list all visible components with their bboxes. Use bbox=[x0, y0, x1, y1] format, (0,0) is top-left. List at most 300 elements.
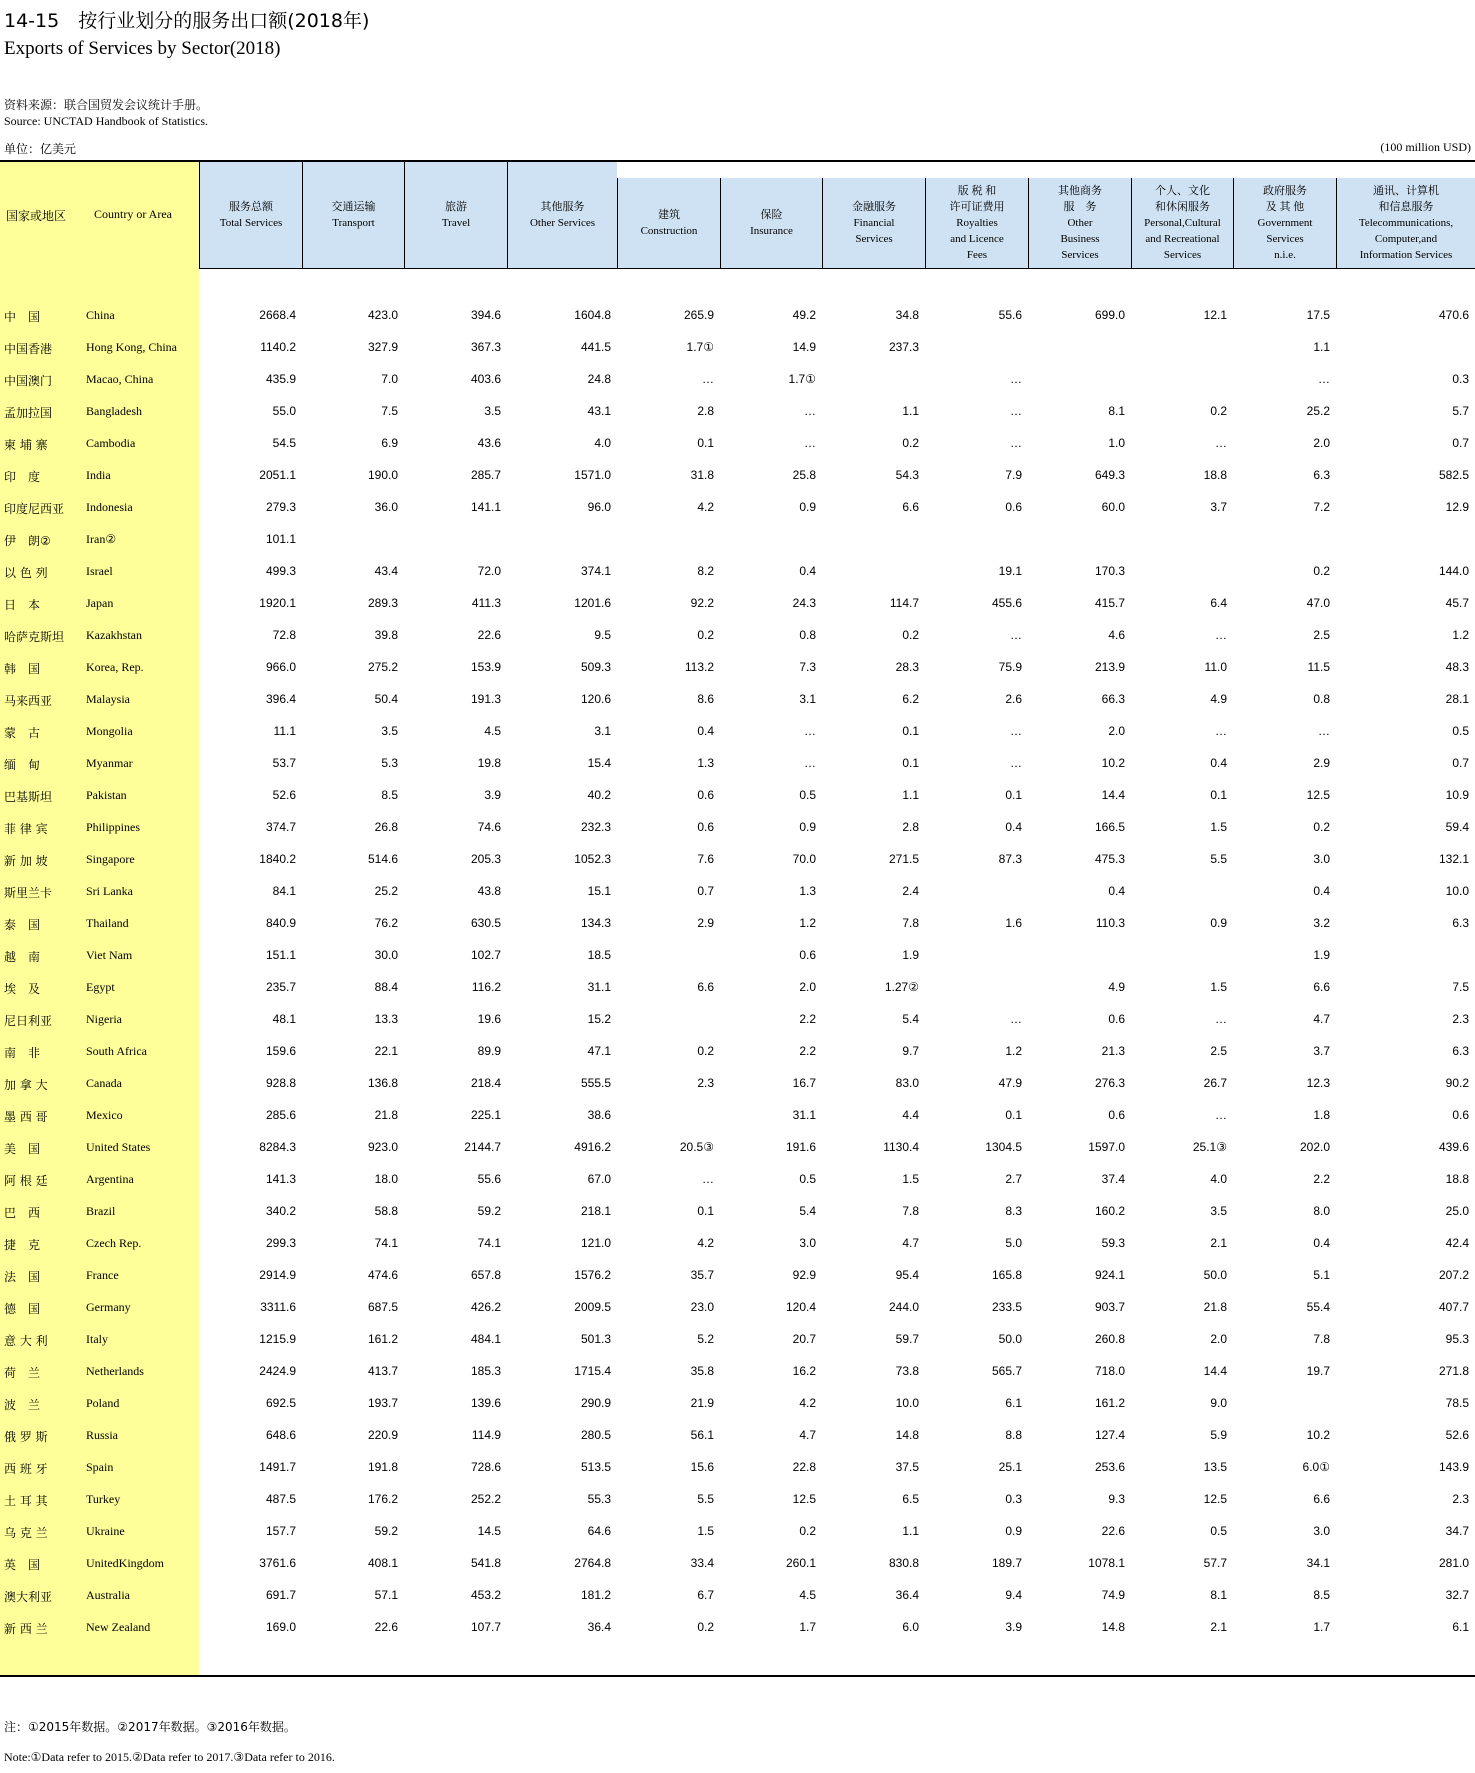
column-header-line: 版 税 和 bbox=[957, 185, 997, 197]
value-cell: 1.1 bbox=[1313, 340, 1330, 354]
value-cell: 132.1 bbox=[1438, 852, 1469, 866]
value-cell: 0.4 bbox=[1313, 884, 1330, 898]
value-cell: 59.7 bbox=[895, 1332, 919, 1346]
value-cell: 2914.9 bbox=[259, 1268, 296, 1282]
country-name-en: Hong Kong, China bbox=[86, 340, 177, 354]
value-cell: 728.6 bbox=[470, 1460, 501, 1474]
table-row bbox=[0, 786, 1475, 806]
value-cell: 161.2 bbox=[367, 1332, 398, 1346]
value-cell: … bbox=[702, 372, 714, 386]
column-header-line: 金融服务 bbox=[852, 201, 896, 213]
value-cell: 2.2 bbox=[799, 1012, 816, 1026]
value-cell: 4.0 bbox=[594, 436, 611, 450]
value-cell: 10.9 bbox=[1445, 788, 1469, 802]
value-cell: … bbox=[1215, 724, 1227, 738]
value-cell: 6.3 bbox=[1313, 468, 1330, 482]
country-name-en: Canada bbox=[86, 1076, 122, 1090]
value-cell: 5.0 bbox=[1005, 1236, 1022, 1250]
value-cell: 6.9 bbox=[381, 436, 398, 450]
value-cell: 160.2 bbox=[1094, 1204, 1125, 1218]
value-cell: 1052.3 bbox=[574, 852, 611, 866]
table-row bbox=[0, 1138, 1475, 1158]
header-column-divider bbox=[617, 178, 618, 268]
value-cell: 4.2 bbox=[697, 1236, 714, 1250]
country-name-en: Mexico bbox=[86, 1108, 123, 1122]
value-cell: 24.8 bbox=[587, 372, 611, 386]
value-cell: … bbox=[1215, 628, 1227, 642]
value-cell: 59.2 bbox=[374, 1524, 398, 1538]
value-cell: 374.7 bbox=[265, 820, 296, 834]
country-name-cn: 德 国 bbox=[4, 1302, 41, 1316]
value-cell: 18.5 bbox=[587, 948, 611, 962]
value-cell: 5.2 bbox=[697, 1332, 714, 1346]
unit-cn: 单位：亿美元 bbox=[4, 142, 77, 156]
column-header-line: 许可证费用 bbox=[949, 201, 1005, 213]
value-cell: 70.0 bbox=[792, 852, 816, 866]
column-header bbox=[721, 178, 822, 268]
value-cell: 6.1 bbox=[1005, 1396, 1022, 1410]
value-cell: 33.4 bbox=[690, 1556, 714, 1570]
country-name-cn: 巴 西 bbox=[4, 1206, 41, 1220]
value-cell: 0.4 bbox=[799, 564, 816, 578]
column-header-line: Other Services bbox=[529, 217, 596, 229]
country-name-en: Indonesia bbox=[86, 500, 133, 514]
table-row bbox=[0, 530, 1475, 550]
value-cell: 0.2 bbox=[902, 628, 919, 642]
value-cell: 435.9 bbox=[265, 372, 296, 386]
value-cell: 408.1 bbox=[367, 1556, 398, 1570]
value-cell: 14.8 bbox=[1101, 1620, 1125, 1634]
value-cell: 455.6 bbox=[991, 596, 1022, 610]
country-name-en: Nigeria bbox=[86, 1012, 122, 1026]
value-cell: 3761.6 bbox=[259, 1556, 296, 1570]
country-name-en: Ukraine bbox=[86, 1524, 125, 1538]
value-cell: 21.9 bbox=[690, 1396, 714, 1410]
value-cell: 1201.6 bbox=[574, 596, 611, 610]
header-column-divider bbox=[1028, 178, 1029, 268]
value-cell: 102.7 bbox=[470, 948, 501, 962]
value-cell: 4.5 bbox=[484, 724, 501, 738]
value-cell: 0.6 bbox=[1005, 500, 1022, 514]
country-name-cn: 中国澳门 bbox=[4, 374, 53, 388]
value-cell: 8.1 bbox=[1108, 404, 1125, 418]
country-name-en: Iran② bbox=[86, 532, 117, 546]
header-column-divider bbox=[199, 162, 200, 268]
table-row bbox=[0, 562, 1475, 582]
table-row bbox=[0, 1618, 1475, 1638]
value-cell: 28.3 bbox=[895, 660, 919, 674]
header-column-divider bbox=[1233, 178, 1234, 268]
column-header bbox=[200, 162, 302, 268]
country-name-en: Netherlands bbox=[86, 1364, 144, 1378]
value-cell: 14.4 bbox=[1101, 788, 1125, 802]
value-cell: 34.7 bbox=[1445, 1524, 1469, 1538]
value-cell: 265.9 bbox=[683, 308, 714, 322]
table-row bbox=[0, 1394, 1475, 1414]
country-name-en: Germany bbox=[86, 1300, 131, 1314]
table-row bbox=[0, 754, 1475, 774]
value-cell: 96.0 bbox=[587, 500, 611, 514]
value-cell: 411.3 bbox=[471, 596, 501, 610]
value-cell: 14.5 bbox=[477, 1524, 501, 1538]
value-cell: 924.1 bbox=[1094, 1268, 1125, 1282]
value-cell: 35.7 bbox=[690, 1268, 714, 1282]
value-cell: 2.9 bbox=[1313, 756, 1330, 770]
column-header-line: 个人、文化 bbox=[1155, 185, 1210, 197]
value-cell: 6.6 bbox=[1313, 1492, 1330, 1506]
value-cell: 0.9 bbox=[799, 820, 816, 834]
value-cell: … bbox=[804, 724, 816, 738]
value-cell: 16.7 bbox=[792, 1076, 816, 1090]
table-row bbox=[0, 498, 1475, 518]
value-cell: 2.5 bbox=[1313, 628, 1330, 642]
value-cell: 114.7 bbox=[889, 596, 919, 610]
value-cell: 5.5 bbox=[1210, 852, 1227, 866]
country-name-en: Egypt bbox=[86, 980, 115, 994]
value-cell: 7.3 bbox=[799, 660, 816, 674]
table-row bbox=[0, 1522, 1475, 1542]
country-name-en: Viet Nam bbox=[86, 948, 133, 962]
value-cell: 8.3 bbox=[1005, 1204, 1022, 1218]
value-cell: 1576.2 bbox=[574, 1268, 611, 1282]
country-name-cn: 法 国 bbox=[4, 1270, 41, 1284]
value-cell: 0.9 bbox=[1210, 916, 1227, 930]
table-row bbox=[0, 722, 1475, 742]
value-cell: 218.1 bbox=[580, 1204, 611, 1218]
value-cell: 235.7 bbox=[265, 980, 296, 994]
value-cell: 3.5 bbox=[484, 404, 501, 418]
value-cell: 413.7 bbox=[367, 1364, 398, 1378]
value-cell: 501.3 bbox=[580, 1332, 611, 1346]
value-cell: 67.0 bbox=[587, 1172, 611, 1186]
column-header-line: Financial bbox=[853, 217, 895, 229]
value-cell: 12.1 bbox=[1203, 308, 1227, 322]
value-cell: 32.7 bbox=[1445, 1588, 1469, 1602]
value-cell: 34.8 bbox=[895, 308, 919, 322]
value-cell: 2.6 bbox=[1005, 692, 1022, 706]
value-cell: 5.3 bbox=[381, 756, 398, 770]
table-row bbox=[0, 1586, 1475, 1606]
value-cell: 26.7 bbox=[1203, 1076, 1227, 1090]
table-row bbox=[0, 1106, 1475, 1126]
value-cell: 966.0 bbox=[265, 660, 296, 674]
country-name-en: Philippines bbox=[86, 820, 141, 834]
value-cell: 9.3 bbox=[1108, 1492, 1125, 1506]
value-cell: 0.4 bbox=[1210, 756, 1227, 770]
value-cell: 0.1 bbox=[1005, 788, 1022, 802]
value-cell: 26.8 bbox=[374, 820, 398, 834]
column-header-line: Services bbox=[1163, 249, 1202, 261]
table-row bbox=[0, 946, 1475, 966]
value-cell: 143.9 bbox=[1438, 1460, 1469, 1474]
value-cell: 6.3 bbox=[1452, 916, 1469, 930]
table-row bbox=[0, 1170, 1475, 1190]
country-name-en: Sri Lanka bbox=[86, 884, 133, 898]
value-cell: … bbox=[702, 1172, 714, 1186]
value-cell: 25.1③ bbox=[1192, 1140, 1227, 1154]
value-cell: 1.7 bbox=[799, 1620, 816, 1634]
value-cell: 107.7 bbox=[470, 1620, 501, 1634]
value-cell: 1.5 bbox=[1210, 980, 1227, 994]
value-cell: 19.8 bbox=[477, 756, 501, 770]
country-name-en: Brazil bbox=[86, 1204, 116, 1218]
value-cell: 15.4 bbox=[587, 756, 611, 770]
value-cell: 699.0 bbox=[1094, 308, 1125, 322]
value-cell: 170.3 bbox=[1094, 564, 1125, 578]
value-cell: 120.6 bbox=[580, 692, 611, 706]
value-cell: 191.6 bbox=[785, 1140, 816, 1154]
value-cell: 453.2 bbox=[470, 1588, 501, 1602]
value-cell: 60.0 bbox=[1101, 500, 1125, 514]
country-name-en: Italy bbox=[86, 1332, 108, 1346]
country-name-cn: 越 南 bbox=[4, 950, 41, 964]
value-cell: 1715.4 bbox=[574, 1364, 611, 1378]
header-column-divider bbox=[822, 178, 823, 268]
value-cell: 0.4 bbox=[1005, 820, 1022, 834]
value-cell: 14.4 bbox=[1203, 1364, 1227, 1378]
value-cell: 1604.8 bbox=[574, 308, 611, 322]
value-cell: 19.7 bbox=[1306, 1364, 1330, 1378]
value-cell: 76.2 bbox=[374, 916, 398, 930]
value-cell: 35.8 bbox=[690, 1364, 714, 1378]
value-cell: 0.1 bbox=[902, 724, 919, 738]
value-cell: 193.7 bbox=[367, 1396, 398, 1410]
value-cell: 157.7 bbox=[265, 1524, 296, 1538]
value-cell: 4.2 bbox=[799, 1396, 816, 1410]
value-cell: 509.3 bbox=[580, 660, 611, 674]
value-cell: 159.6 bbox=[265, 1044, 296, 1058]
value-cell: 73.8 bbox=[895, 1364, 919, 1378]
value-cell: 25.2 bbox=[1306, 404, 1330, 418]
country-name-cn: 新 加 坡 bbox=[4, 854, 48, 868]
value-cell: 31.1 bbox=[587, 980, 611, 994]
column-header-line: Total Services bbox=[219, 217, 283, 229]
value-cell: 23.0 bbox=[690, 1300, 714, 1314]
value-cell: 470.6 bbox=[1438, 308, 1469, 322]
value-cell: 225.1 bbox=[470, 1108, 501, 1122]
value-cell: 43.6 bbox=[477, 436, 501, 450]
value-cell: 205.3 bbox=[470, 852, 501, 866]
value-cell: 630.5 bbox=[470, 916, 501, 930]
value-cell: 484.1 bbox=[470, 1332, 501, 1346]
value-cell: 582.5 bbox=[1438, 468, 1469, 482]
value-cell: 1.1 bbox=[902, 404, 919, 418]
value-cell: 0.1 bbox=[902, 756, 919, 770]
value-cell: 2.1 bbox=[1210, 1236, 1227, 1250]
value-cell: 718.0 bbox=[1094, 1364, 1125, 1378]
value-cell: 0.8 bbox=[799, 628, 816, 642]
value-cell: 487.5 bbox=[265, 1492, 296, 1506]
value-cell: 2.3 bbox=[1452, 1492, 1469, 1506]
value-cell: 54.5 bbox=[272, 436, 296, 450]
column-header bbox=[618, 178, 720, 268]
value-cell: 25.0 bbox=[1445, 1204, 1469, 1218]
value-cell: 340.2 bbox=[265, 1204, 296, 1218]
value-cell: 88.4 bbox=[374, 980, 398, 994]
value-cell: 8.0 bbox=[1313, 1204, 1330, 1218]
column-header-line: 政府服务 bbox=[1263, 185, 1307, 197]
value-cell: 407.7 bbox=[1438, 1300, 1469, 1314]
value-cell: 4.9 bbox=[1108, 980, 1125, 994]
value-cell: 0.8 bbox=[1313, 692, 1330, 706]
value-cell: 21.8 bbox=[374, 1108, 398, 1122]
value-cell: 36.0 bbox=[374, 500, 398, 514]
value-cell: 14.9 bbox=[792, 340, 816, 354]
value-cell: 0.3 bbox=[1005, 1492, 1022, 1506]
value-cell: 903.7 bbox=[1094, 1300, 1125, 1314]
value-cell: 12.3 bbox=[1306, 1076, 1330, 1090]
column-header-line: 服 务 bbox=[1063, 201, 1097, 213]
value-cell: 52.6 bbox=[1445, 1428, 1469, 1442]
value-cell: 37.4 bbox=[1101, 1172, 1125, 1186]
value-cell: 281.0 bbox=[1438, 1556, 1469, 1570]
value-cell: 2.8 bbox=[697, 404, 714, 418]
country-name-cn: 缅 甸 bbox=[4, 758, 41, 772]
country-name-en: New Zealand bbox=[86, 1620, 151, 1634]
value-cell: 6.0① bbox=[1302, 1460, 1330, 1474]
country-name-cn: 印 度 bbox=[4, 470, 41, 484]
value-cell: 10.2 bbox=[1306, 1428, 1330, 1442]
country-name-en: India bbox=[86, 468, 111, 482]
value-cell: 2.0 bbox=[1210, 1332, 1227, 1346]
source-en: Source: UNCTAD Handbook of Statistics. bbox=[4, 114, 209, 128]
value-cell: 4916.2 bbox=[574, 1140, 611, 1154]
value-cell: 169.0 bbox=[265, 1620, 296, 1634]
value-cell: 541.8 bbox=[470, 1556, 501, 1570]
value-cell: 3.1 bbox=[594, 724, 611, 738]
value-cell: 290.9 bbox=[580, 1396, 611, 1410]
table-row bbox=[0, 1042, 1475, 1062]
value-cell: 1.2 bbox=[1452, 628, 1469, 642]
value-cell: 657.8 bbox=[470, 1268, 501, 1282]
page-title-en: Exports of Services by Sector(2018) bbox=[4, 38, 281, 59]
value-cell: 7.0 bbox=[381, 372, 398, 386]
value-cell: 2051.1 bbox=[259, 468, 296, 482]
country-name-en: United States bbox=[86, 1140, 151, 1154]
country-name-en: Macao, China bbox=[86, 372, 154, 386]
value-cell: 28.1 bbox=[1445, 692, 1469, 706]
header-column-divider bbox=[507, 162, 508, 268]
value-cell: 47.0 bbox=[1306, 596, 1330, 610]
table-row bbox=[0, 402, 1475, 422]
value-cell: 2764.8 bbox=[574, 1556, 611, 1570]
value-cell: 1.9 bbox=[1313, 948, 1330, 962]
value-cell: 90.2 bbox=[1445, 1076, 1469, 1090]
value-cell: 5.7 bbox=[1452, 404, 1469, 418]
value-cell: 14.8 bbox=[895, 1428, 919, 1442]
value-cell: 252.2 bbox=[470, 1492, 501, 1506]
value-cell: 74.9 bbox=[1101, 1588, 1125, 1602]
country-name-en: Poland bbox=[86, 1396, 120, 1410]
value-cell: 6.6 bbox=[697, 980, 714, 994]
country-name-en: Malaysia bbox=[86, 692, 130, 706]
value-cell: 39.8 bbox=[374, 628, 398, 642]
value-cell: 260.8 bbox=[1094, 1332, 1125, 1346]
value-cell: 0.9 bbox=[1005, 1524, 1022, 1538]
country-name-en: Thailand bbox=[86, 916, 129, 930]
country-name-en: Mongolia bbox=[86, 724, 133, 738]
value-cell: 55.0 bbox=[272, 404, 296, 418]
value-cell: 367.3 bbox=[470, 340, 501, 354]
value-cell: 0.2 bbox=[1313, 820, 1330, 834]
country-name-en: Australia bbox=[86, 1588, 130, 1602]
value-cell: 499.3 bbox=[265, 564, 296, 578]
value-cell: 244.0 bbox=[888, 1300, 919, 1314]
column-header-line: Government bbox=[1257, 217, 1313, 229]
column-header-line: and Licence bbox=[950, 233, 1004, 245]
column-header bbox=[508, 162, 617, 268]
value-cell: 279.3 bbox=[265, 500, 296, 514]
value-cell: 218.4 bbox=[470, 1076, 501, 1090]
column-header-line: 旅游 bbox=[445, 201, 467, 213]
value-cell: 12.9 bbox=[1445, 500, 1469, 514]
column-header-line: Business bbox=[1060, 233, 1100, 245]
value-cell: 116.2 bbox=[471, 980, 501, 994]
country-name-en: Bangladesh bbox=[86, 404, 142, 418]
header-column-divider bbox=[404, 162, 405, 268]
value-cell: 4.0 bbox=[1210, 1172, 1227, 1186]
country-name-cn: 加 拿 大 bbox=[4, 1078, 48, 1092]
column-header-line: Personal,Cultural bbox=[1144, 217, 1221, 229]
value-cell: 141.1 bbox=[470, 500, 501, 514]
country-name-cn: 南 非 bbox=[4, 1046, 41, 1060]
value-cell: 11.0 bbox=[1204, 660, 1227, 674]
value-cell: 75.9 bbox=[998, 660, 1022, 674]
value-cell: 9.0 bbox=[1210, 1396, 1227, 1410]
column-header-line: Other bbox=[1067, 217, 1093, 229]
value-cell: 2.8 bbox=[902, 820, 919, 834]
value-cell: 72.8 bbox=[272, 628, 296, 642]
country-name-cn: 哈萨克斯坦 bbox=[4, 630, 65, 644]
column-header-line: n.i.e. bbox=[1274, 249, 1296, 261]
value-cell: 34.1 bbox=[1306, 1556, 1330, 1570]
value-cell: 6.5 bbox=[902, 1492, 919, 1506]
country-name-en: South Africa bbox=[86, 1044, 147, 1058]
value-cell: … bbox=[1318, 372, 1330, 386]
value-cell: 54.3 bbox=[895, 468, 919, 482]
column-header-line: 其他服务 bbox=[540, 201, 585, 213]
value-cell: 50.4 bbox=[374, 692, 398, 706]
value-cell: 25.1 bbox=[998, 1460, 1022, 1474]
value-cell: 0.6 bbox=[799, 948, 816, 962]
value-cell: 4.6 bbox=[1108, 628, 1125, 642]
value-cell: 0.7 bbox=[697, 884, 714, 898]
country-name-cn: 斯里兰卡 bbox=[4, 886, 53, 900]
value-cell: 176.2 bbox=[367, 1492, 398, 1506]
value-cell: 16.2 bbox=[792, 1364, 816, 1378]
value-cell: 9.4 bbox=[1005, 1588, 1022, 1602]
value-cell: 59.2 bbox=[477, 1204, 501, 1218]
table-row bbox=[0, 882, 1475, 902]
column-header-line: Computer,and bbox=[1374, 233, 1438, 245]
value-cell: 0.4 bbox=[697, 724, 714, 738]
value-cell: 374.1 bbox=[580, 564, 611, 578]
value-cell: 55.4 bbox=[1306, 1300, 1330, 1314]
value-cell: 1215.9 bbox=[259, 1332, 296, 1346]
value-cell: 7.8 bbox=[902, 916, 919, 930]
value-cell: … bbox=[1215, 1012, 1227, 1026]
table-bottom-rule bbox=[0, 1675, 1475, 1677]
value-cell: 237.3 bbox=[888, 340, 919, 354]
value-cell: 8.5 bbox=[1313, 1588, 1330, 1602]
value-cell: 22.6 bbox=[374, 1620, 398, 1634]
value-cell: 1.5 bbox=[697, 1524, 714, 1538]
value-cell: 2.9 bbox=[697, 916, 714, 930]
value-cell: 423.0 bbox=[367, 308, 398, 322]
value-cell: 161.2 bbox=[1094, 1396, 1125, 1410]
value-cell: 144.0 bbox=[1438, 564, 1469, 578]
value-cell: 31.8 bbox=[690, 468, 714, 482]
